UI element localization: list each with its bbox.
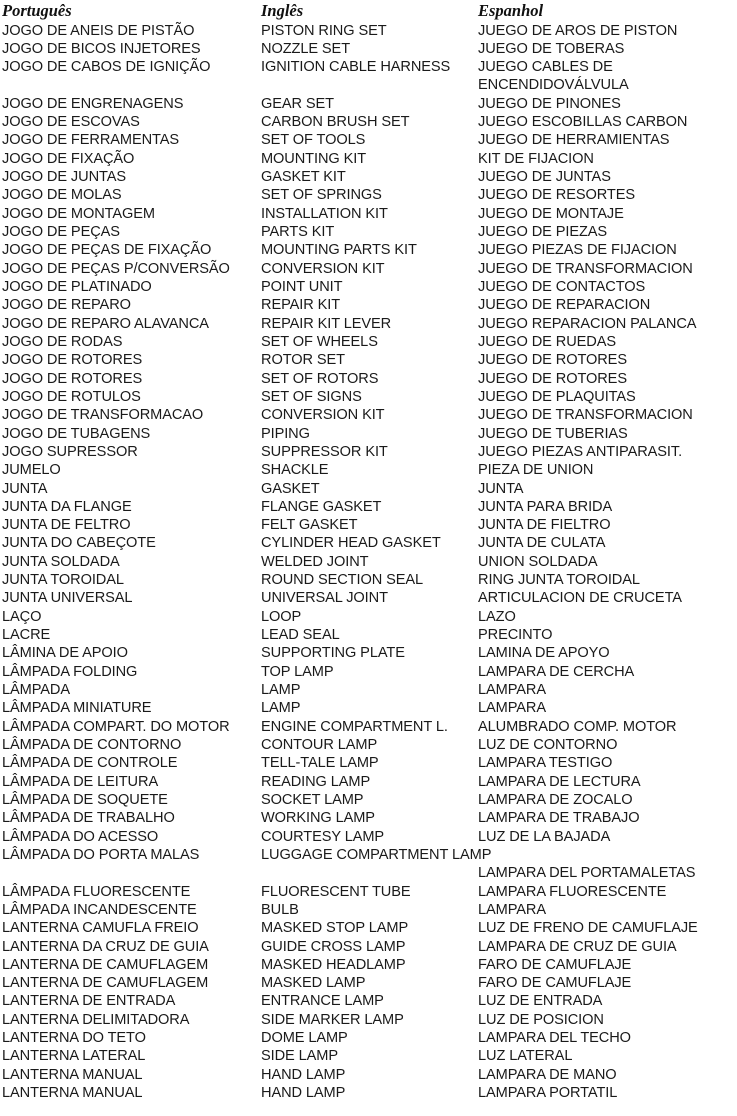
cell-portuguese: JOGO DE REPARO xyxy=(2,297,131,314)
table-row xyxy=(0,608,737,626)
table-row xyxy=(0,1066,737,1084)
table-row xyxy=(0,644,737,662)
cell-spanish: LAMPARA DE CERCHA xyxy=(478,663,635,680)
table-row xyxy=(0,351,737,369)
table-row xyxy=(0,516,737,534)
cell-english: GASKET xyxy=(261,480,320,497)
cell-english: NOZZLE SET xyxy=(261,40,351,57)
table-row xyxy=(0,919,737,937)
cell-portuguese: LÂMPADA COMPART. DO MOTOR xyxy=(2,718,230,735)
cell-english: MOUNTING KIT xyxy=(261,150,367,167)
cell-spanish: LAMPARA PORTATIL xyxy=(478,1085,618,1102)
cell-spanish: JUEGO DE MONTAJE xyxy=(478,205,624,222)
table-row xyxy=(0,1011,737,1029)
table-row xyxy=(0,58,737,76)
table-row xyxy=(0,626,737,644)
table-row xyxy=(0,938,737,956)
cell-portuguese: LACRE xyxy=(2,627,51,644)
cell-english: LAMP xyxy=(261,700,301,717)
cell-portuguese: JOGO DE MOLAS xyxy=(2,187,122,204)
cell-spanish: LAMPARA DE MANO xyxy=(478,1066,617,1083)
table-row xyxy=(0,406,737,424)
cell-spanish: JUEGO DE TRANSFORMACION xyxy=(478,407,693,424)
cell-english: CONTOUR LAMP xyxy=(261,736,378,753)
cell-english: ROTOR SET xyxy=(261,352,345,369)
cell-portuguese: LÂMPADA MINIATURE xyxy=(2,700,152,717)
cell-portuguese: LANTERNA DE CAMUFLAGEM xyxy=(2,975,209,992)
cell-english: HAND LAMP xyxy=(261,1066,346,1083)
cell-portuguese: LÂMPADA DE SOQUETE xyxy=(2,791,168,808)
table-row xyxy=(0,534,737,552)
table-row xyxy=(0,296,737,314)
cell-portuguese: JUNTA SOLDADA xyxy=(2,553,120,570)
cell-portuguese: JOGO DE ANEIS DE PISTÃO xyxy=(2,22,195,39)
table-row xyxy=(0,718,737,736)
cell-spanish: JUNTA PARA BRIDA xyxy=(478,498,613,515)
cell-spanish: LAMPARA DEL TECHO xyxy=(478,1030,631,1047)
cell-portuguese: JOGO DE FIXAÇÃO xyxy=(2,150,135,167)
cell-english: DOME LAMP xyxy=(261,1030,348,1047)
table-row xyxy=(0,663,737,681)
cell-portuguese: LÂMPADA DE TRABALHO xyxy=(2,810,175,827)
cell-english: GEAR SET xyxy=(261,95,334,112)
cell-english: CONVERSION KIT xyxy=(261,407,385,424)
cell-spanish: LUZ DE POSICION xyxy=(478,1011,604,1028)
cell-english: FELT GASKET xyxy=(261,517,358,534)
cell-spanish: JUEGO DE REPARACION xyxy=(478,297,651,314)
cell-portuguese: JOGO DE ROTULOS xyxy=(2,388,141,405)
cell-portuguese: LÂMPADA FOLDING xyxy=(2,663,138,680)
table-row xyxy=(0,883,737,901)
cell-english: SUPPRESSOR KIT xyxy=(261,443,388,460)
table-row xyxy=(0,754,737,772)
cell-portuguese: JOGO DE ENGRENAGENS xyxy=(2,95,184,112)
cell-portuguese: JUMELO xyxy=(2,462,61,479)
cell-portuguese: JOGO DE ROTORES xyxy=(2,352,143,369)
cell-spanish: JUEGO DE AROS DE PISTON xyxy=(478,22,678,39)
cell-english: CARBON BRUSH SET xyxy=(261,114,410,131)
cell-portuguese: LÂMPADA FLUORESCENTE xyxy=(2,883,191,900)
table-row xyxy=(0,846,737,864)
table-row xyxy=(0,1084,737,1102)
table-row xyxy=(0,901,737,919)
cell-spanish: JUEGO REPARACION PALANCA xyxy=(478,315,697,332)
cell-english: LOOP xyxy=(261,608,302,625)
cell-portuguese: LANTERNA CAMUFLA FREIO xyxy=(2,920,199,937)
table-row xyxy=(0,736,737,754)
cell-spanish: KIT DE FIJACION xyxy=(478,150,594,167)
cell-spanish: LUZ DE FRENO DE CAMUFLAJE xyxy=(478,920,698,937)
cell-portuguese: LÂMINA DE APOIO xyxy=(2,645,128,662)
cell-english: COURTESY LAMP xyxy=(261,828,385,845)
cell-portuguese: JOGO DE FERRAMENTAS xyxy=(2,132,180,149)
cell-english: SOCKET LAMP xyxy=(261,791,364,808)
cell-portuguese: LÂMPADA INCANDESCENTE xyxy=(2,901,197,918)
cell-english: PARTS KIT xyxy=(261,224,335,241)
cell-spanish: JUEGO DE RUEDAS xyxy=(478,333,616,350)
cell-spanish: RING JUNTA TOROIDAL xyxy=(478,572,640,589)
table-row xyxy=(0,681,737,699)
cell-english: SET OF SPRINGS xyxy=(261,187,382,204)
cell-spanish: ENCENDIDOVÁLVULA xyxy=(478,77,629,94)
cell-english: SIDE MARKER LAMP xyxy=(261,1011,404,1028)
cell-english: SET OF TOOLS xyxy=(261,132,366,149)
table-row xyxy=(0,168,737,186)
table-row xyxy=(0,113,737,131)
cell-english: ROUND SECTION SEAL xyxy=(261,572,424,589)
cell-spanish: LUZ DE LA BAJADA xyxy=(478,828,611,845)
cell-spanish: LUZ DE ENTRADA xyxy=(478,993,603,1010)
table-row xyxy=(0,956,737,974)
table-row xyxy=(0,205,737,223)
cell-english: SIDE LAMP xyxy=(261,1048,338,1065)
cell-english: TELL-TALE LAMP xyxy=(261,755,379,772)
cell-spanish: LAZO xyxy=(478,608,516,625)
header-portuguese: Português xyxy=(2,1,72,20)
cell-portuguese: JOGO DE BICOS INJETORES xyxy=(2,40,201,57)
cell-portuguese: JOGO DE CABOS DE IGNIÇÃO xyxy=(2,59,211,76)
cell-spanish: JUEGO PIEZAS ANTIPARASIT. xyxy=(478,443,683,460)
cell-spanish: FARO DE CAMUFLAJE xyxy=(478,956,632,973)
cell-english: WORKING LAMP xyxy=(261,810,375,827)
table-row xyxy=(0,773,737,791)
cell-portuguese: JOGO DE PEÇAS P/CONVERSÃO xyxy=(2,260,230,277)
table-row xyxy=(0,333,737,351)
cell-spanish: PRECINTO xyxy=(478,627,553,644)
cell-portuguese: LANTERNA DO TETO xyxy=(2,1030,146,1047)
table-row xyxy=(0,1029,737,1047)
cell-spanish: JUEGO DE JUNTAS xyxy=(478,169,611,186)
cell-english: POINT UNIT xyxy=(261,278,343,295)
cell-portuguese: LANTERNA MANUAL xyxy=(2,1085,143,1102)
cell-portuguese: JUNTA UNIVERSAL xyxy=(2,590,133,607)
cell-portuguese: JUNTA DA FLANGE xyxy=(2,498,132,515)
cell-spanish: LAMPARA FLUORESCENTE xyxy=(478,883,667,900)
table-row xyxy=(0,76,737,94)
table-row xyxy=(0,425,737,443)
cell-spanish: JUEGO DE CONTACTOS xyxy=(478,278,646,295)
cell-english: FLUORESCENT TUBE xyxy=(261,883,411,900)
cell-english: IGNITION CABLE HARNESS xyxy=(261,59,451,76)
cell-english: MASKED LAMP xyxy=(261,975,366,992)
cell-spanish: JUEGO DE ROTORES xyxy=(478,352,627,369)
table-row xyxy=(0,480,737,498)
cell-english: REPAIR KIT LEVER xyxy=(261,315,392,332)
cell-english: READING LAMP xyxy=(261,773,371,790)
cell-english: REPAIR KIT xyxy=(261,297,341,314)
cell-english: INSTALLATION KIT xyxy=(261,205,388,222)
cell-english: BULB xyxy=(261,901,299,918)
cell-portuguese: LÂMPADA DE LEITURA xyxy=(2,773,159,790)
cell-portuguese: JOGO DE RODAS xyxy=(2,333,123,350)
table-row xyxy=(0,974,737,992)
table-row xyxy=(0,150,737,168)
header-english: Inglês xyxy=(261,1,304,20)
cell-portuguese: JOGO DE PEÇAS xyxy=(2,224,120,241)
cell-spanish: JUNTA DE FIELTRO xyxy=(478,517,611,534)
cell-portuguese: LÂMPADA DO ACESSO xyxy=(2,828,159,845)
table-row xyxy=(0,315,737,333)
cell-spanish: JUNTA xyxy=(478,480,524,497)
cell-english: HAND LAMP xyxy=(261,1085,346,1102)
cell-portuguese: JUNTA TOROIDAL xyxy=(2,572,124,589)
cell-spanish: JUNTA DE CULATA xyxy=(478,535,606,552)
cell-portuguese: LANTERNA MANUAL xyxy=(2,1066,143,1083)
cell-english: SHACKLE xyxy=(261,462,329,479)
table-row xyxy=(0,370,737,388)
cell-english: SET OF WHEELS xyxy=(261,333,378,350)
cell-portuguese: JOGO DE PEÇAS DE FIXAÇÃO xyxy=(2,242,212,259)
table-row xyxy=(0,571,737,589)
cell-portuguese: JOGO DE ROTORES xyxy=(2,370,143,387)
cell-portuguese: LANTERNA DE ENTRADA xyxy=(2,993,176,1010)
cell-english: MOUNTING PARTS KIT xyxy=(261,242,417,259)
cell-spanish: LUZ DE CONTORNO xyxy=(478,736,618,753)
table-row xyxy=(0,278,737,296)
cell-portuguese: JOGO DE PLATINADO xyxy=(2,278,152,295)
cell-spanish: LAMPARA DE LECTURA xyxy=(478,773,641,790)
cell-spanish: LAMPARA DE CRUZ DE GUIA xyxy=(478,938,677,955)
cell-portuguese: LANTERNA LATERAL xyxy=(2,1048,146,1065)
cell-spanish: JUEGO DE HERRAMIENTAS xyxy=(478,132,670,149)
table-row xyxy=(0,589,737,607)
cell-portuguese: LÂMPADA DE CONTORNO xyxy=(2,736,182,753)
cell-spanish: JUEGO PIEZAS DE FIJACION xyxy=(478,242,677,259)
table-row xyxy=(0,95,737,113)
table-row xyxy=(0,1047,737,1065)
cell-portuguese: JOGO DE JUNTAS xyxy=(2,169,127,186)
cell-portuguese: LAÇO xyxy=(2,608,42,625)
cell-spanish: LAMPARA DE ZOCALO xyxy=(478,791,633,808)
table-row xyxy=(0,131,737,149)
cell-english: WELDED JOINT xyxy=(261,553,369,570)
cell-spanish: FARO DE CAMUFLAJE xyxy=(478,975,632,992)
table-row xyxy=(0,260,737,278)
table-row xyxy=(0,791,737,809)
cell-spanish: LAMPARA xyxy=(478,901,546,918)
cell-spanish: JUEGO DE ROTORES xyxy=(478,370,627,387)
cell-english: SET OF SIGNS xyxy=(261,388,362,405)
cell-english: GASKET KIT xyxy=(261,169,346,186)
cell-english: SET OF ROTORS xyxy=(261,370,379,387)
cell-spanish: JUEGO DE TUBERIAS xyxy=(478,425,628,442)
cell-spanish: ARTICULACION DE CRUCETA xyxy=(478,590,682,607)
table-row xyxy=(0,461,737,479)
cell-portuguese: JUNTA DO CABEÇOTE xyxy=(2,535,156,552)
cell-english: SUPPORTING PLATE xyxy=(261,645,405,662)
header-spanish: Espanhol xyxy=(478,1,544,20)
cell-spanish: JUEGO DE PIEZAS xyxy=(478,224,608,241)
table-row xyxy=(0,40,737,58)
cell-english: LEAD SEAL xyxy=(261,627,340,644)
cell-english: MASKED HEADLAMP xyxy=(261,956,406,973)
cell-spanish: UNION SOLDADA xyxy=(478,553,598,570)
cell-spanish: JUEGO ESCOBILLAS CARBON xyxy=(478,114,688,131)
cell-spanish: ALUMBRADO COMP. MOTOR xyxy=(478,718,677,735)
cell-english: PIPING xyxy=(261,425,310,442)
cell-portuguese: LÂMPADA DE CONTROLE xyxy=(2,755,178,772)
cell-spanish: LAMPARA TESTIGO xyxy=(478,755,613,772)
cell-spanish: LAMPARA xyxy=(478,682,546,699)
cell-portuguese: JOGO SUPRESSOR xyxy=(2,443,138,460)
cell-spanish: LAMPARA DEL PORTAMALETAS xyxy=(478,865,696,882)
cell-spanish: PIEZA DE UNION xyxy=(478,462,594,479)
cell-english: CONVERSION KIT xyxy=(261,260,385,277)
cell-spanish: LAMPARA xyxy=(478,700,546,717)
table-row xyxy=(0,241,737,259)
cell-spanish: JUEGO DE PLAQUITAS xyxy=(478,388,636,405)
cell-portuguese: LANTERNA DELIMITADORA xyxy=(2,1011,190,1028)
cell-spanish: JUEGO DE PINONES xyxy=(478,95,621,112)
cell-english: ENTRANCE LAMP xyxy=(261,993,384,1010)
table-row xyxy=(0,22,737,40)
cell-portuguese: JOGO DE TUBAGENS xyxy=(2,425,151,442)
table-row xyxy=(0,223,737,241)
table-row xyxy=(0,699,737,717)
cell-spanish: JUEGO DE TRANSFORMACION xyxy=(478,260,693,277)
cell-spanish: JUEGO DE TOBERAS xyxy=(478,40,625,57)
table-row xyxy=(0,864,737,882)
cell-spanish: LAMPARA DE TRABAJO xyxy=(478,810,640,827)
cell-portuguese: LANTERNA DA CRUZ DE GUIA xyxy=(2,938,209,955)
cell-spanish: JUEGO DE RESORTES xyxy=(478,187,635,204)
cell-spanish: JUEGO CABLES DE xyxy=(478,59,613,76)
cell-portuguese: JUNTA DE FELTRO xyxy=(2,517,131,534)
cell-english: MASKED STOP LAMP xyxy=(261,920,409,937)
cell-english: ENGINE COMPARTMENT L. xyxy=(261,718,448,735)
cell-spanish: LAMINA DE APOYO xyxy=(478,645,610,662)
cell-portuguese: LANTERNA DE CAMUFLAGEM xyxy=(2,956,209,973)
cell-english: GUIDE CROSS LAMP xyxy=(261,938,406,955)
cell-portuguese: LÂMPADA xyxy=(2,682,70,699)
table-row xyxy=(0,498,737,516)
table-row xyxy=(0,443,737,461)
cell-english: LAMP xyxy=(261,682,301,699)
cell-spanish: LUZ LATERAL xyxy=(478,1048,573,1065)
cell-english: PISTON RING SET xyxy=(261,22,387,39)
cell-portuguese: JOGO DE ESCOVAS xyxy=(2,114,140,131)
table-row xyxy=(0,388,737,406)
cell-portuguese: JUNTA xyxy=(2,480,48,497)
cell-english: UNIVERSAL JOINT xyxy=(261,590,388,607)
table-row xyxy=(0,186,737,204)
cell-portuguese: LÂMPADA DO PORTA MALAS xyxy=(2,846,200,863)
cell-portuguese: JOGO DE MONTAGEM xyxy=(2,205,155,222)
cell-english: CYLINDER HEAD GASKET xyxy=(261,535,441,552)
table-row xyxy=(0,553,737,571)
table-row xyxy=(0,992,737,1010)
table-row xyxy=(0,828,737,846)
cell-english: LUGGAGE COMPARTMENT LAMP xyxy=(261,846,492,863)
cell-portuguese: JOGO DE REPARO ALAVANCA xyxy=(2,315,209,332)
cell-portuguese: JOGO DE TRANSFORMACAO xyxy=(2,407,204,424)
table-row xyxy=(0,809,737,827)
cell-english: FLANGE GASKET xyxy=(261,498,382,515)
cell-english: TOP LAMP xyxy=(261,663,334,680)
